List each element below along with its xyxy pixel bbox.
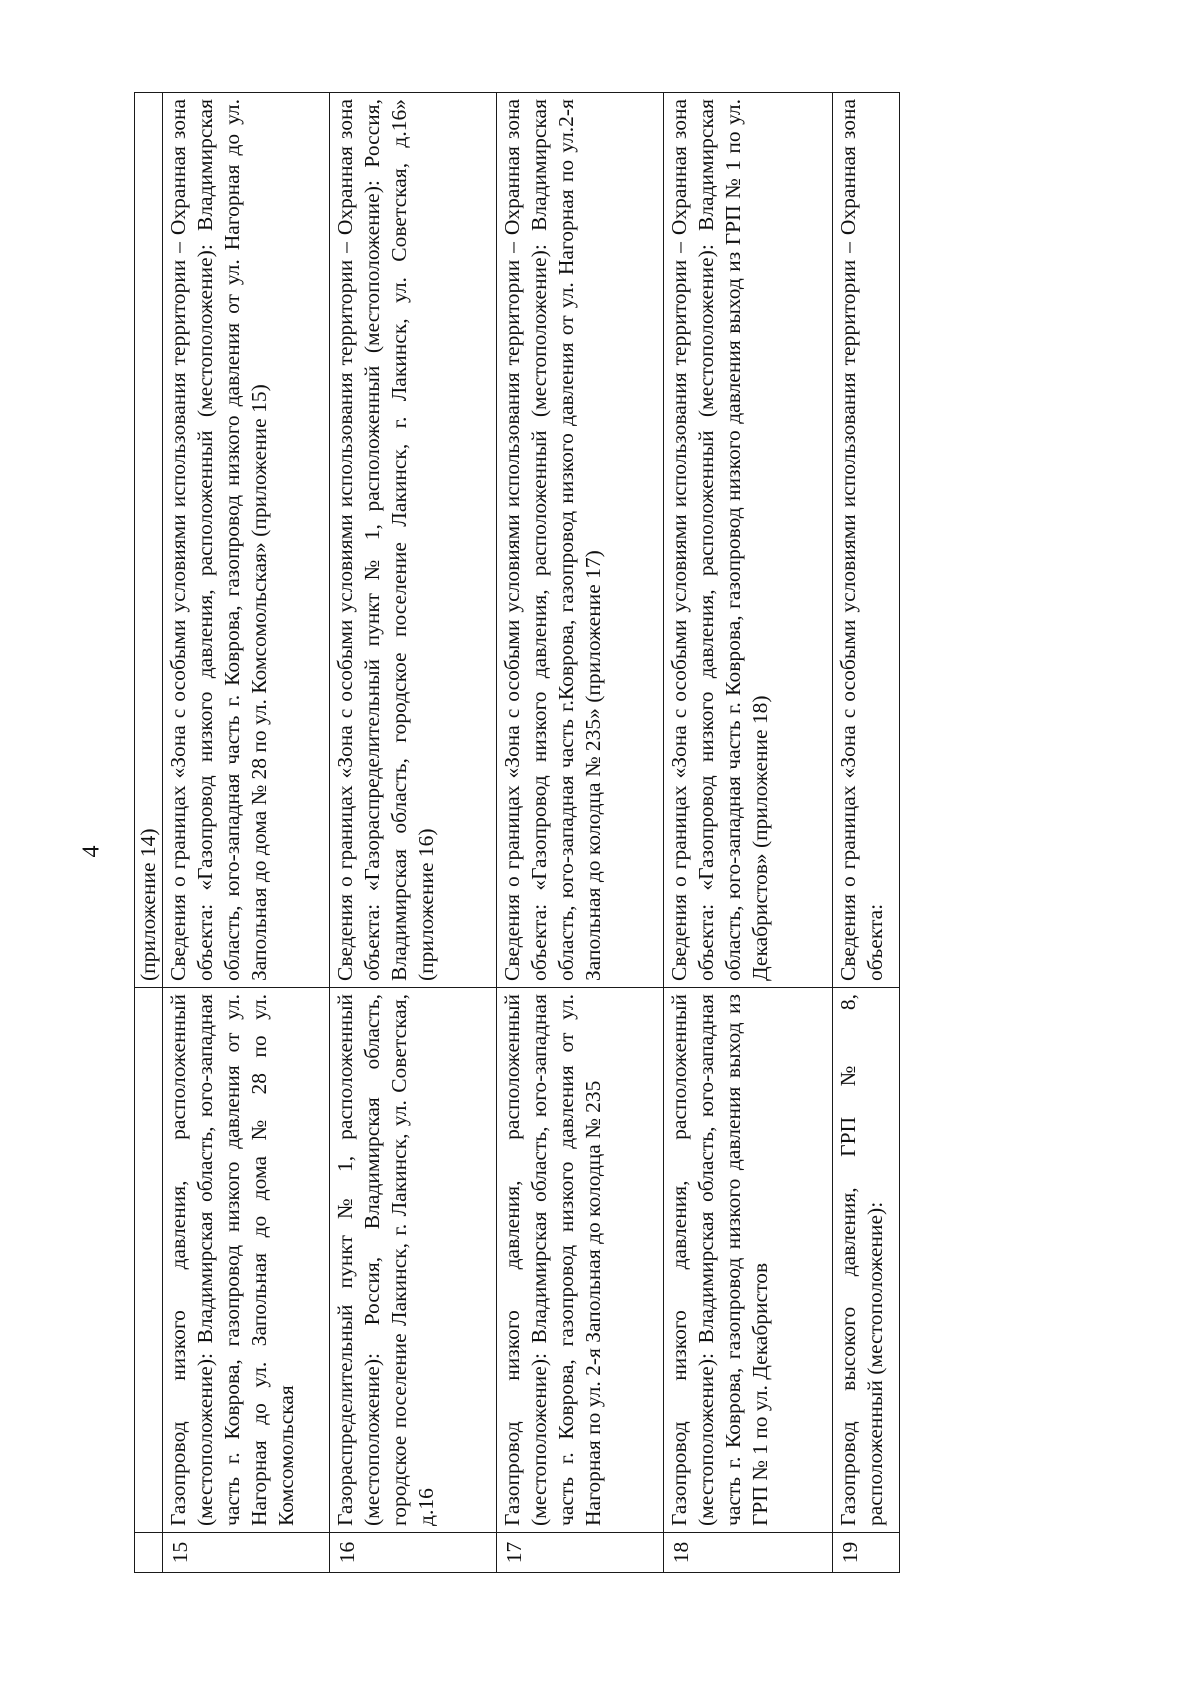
table-row	[664, 93, 833, 1573]
zone-info: Сведения о границах «Зона с особыми условиями использования территории – Охранная зона объекта:	[833, 93, 900, 988]
zone-info: Сведения о границах «Зона с особыми условиями использования территории – Охранная зона объекта: «Газопровод низкого давления, расположенный (местоположение): Владимирская область, юго-западная часть г.Коврова, газопровод низкого давления от ул. Нагорная по ул.2-я Запольная до колодца № 235» (приложение 17)	[497, 93, 664, 988]
object-description: Газораспределительный пункт № 1, расположенный (местоположение): Россия, Владимирская область, городское поселение Лакинск, г. Лакинск, ул. Советская, д.16	[330, 988, 497, 1533]
object-description: Газопровод низкого давления, расположенный (местоположение): Владимирская область, юго-западная часть г. Коврова, газопровод низкого давления от ул. Нагорная до ул. Запольная до дома № 28 по ул. Комсомольская	[163, 988, 330, 1533]
object-description: Газопровод низкого давления, расположенный (местоположение): Владимирская область, юго-западная часть г. Коврова, газопровод низкого давления выход из ГРП № 1 по ул. Декабристов	[664, 988, 833, 1533]
table-row	[163, 93, 330, 1573]
zone-info: Сведения о границах «Зона с особыми условиями использования территории – Охранная зона объекта: «Газопровод низкого давления, расположенный (местоположение): Владимирская область, юго-западная часть г. Коврова, газопровод низкого давления от ул. Нагорная до ул. Запольная до дома № 28 по ул. Комсомольская» (приложение 15)	[163, 93, 330, 988]
table-row	[330, 93, 497, 1573]
object-description: Газопровод низкого давления, расположенный (местоположение): Владимирская область, юго-западная часть г. Коврова, газопровод низкого давления от ул. Нагорная по ул. 2-я Запольная до колодца № 235	[497, 988, 664, 1533]
table-row	[497, 93, 664, 1573]
table-cell-empty	[135, 1533, 163, 1573]
page-number: 4	[78, 845, 105, 858]
zone-info: Сведения о границах «Зона с особыми условиями использования территории – Охранная зона объекта: «Газопровод низкого давления, расположенный (местоположение): Владимирская область, юго-западная часть г. Коврова, газопровод низкого давления выход из ГРП № 1 по ул. Декабристов» (приложение 18)	[664, 93, 833, 988]
registry-table	[134, 92, 900, 1573]
object-description: Газопровод высокого давления, ГРП № 8, расположенный (местоположение):	[833, 988, 900, 1533]
rotated-table-container	[134, 93, 998, 1573]
continuation-cell: (приложение 14)	[135, 93, 163, 988]
row-number: 17	[497, 1533, 664, 1573]
row-number: 16	[330, 1533, 497, 1573]
row-number: 19	[833, 1533, 900, 1573]
zone-info: Сведения о границах «Зона с особыми условиями использования территории – Охранная зона объекта: «Газораспределительный пункт № 1, расположенный (местоположение): Россия, Владимирская область, городское поселение Лакинск, г. Лакинск, ул. Советская, д.16» (приложение 16)	[330, 93, 497, 988]
table-cell-empty	[135, 988, 163, 1533]
row-number: 18	[664, 1533, 833, 1573]
table-row	[833, 93, 900, 1573]
continuation-row	[135, 93, 163, 1573]
row-number: 15	[163, 1533, 330, 1573]
